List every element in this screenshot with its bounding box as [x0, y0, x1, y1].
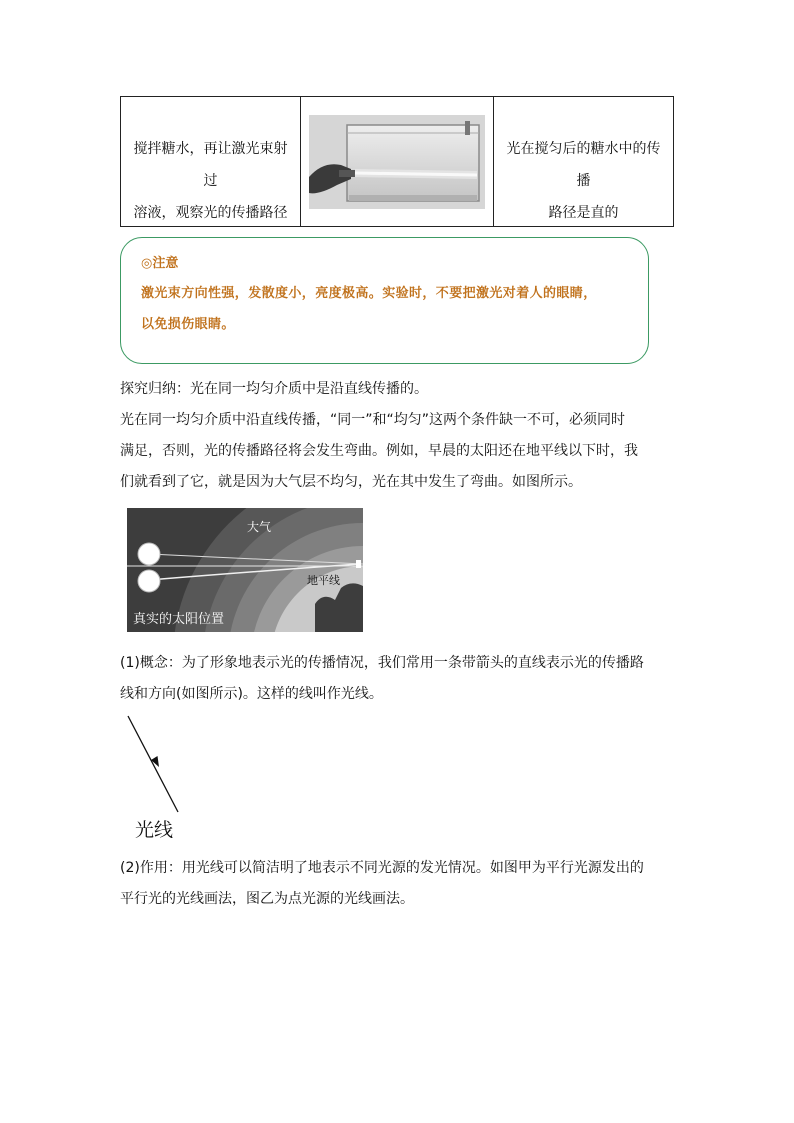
- operation-text: [127, 133, 294, 229]
- operation-line: 溶液，观察光的传播路径: [133, 205, 288, 221]
- refraction-figure: [127, 508, 363, 632]
- light-ray-figure: [120, 710, 190, 820]
- paragraph-line: (2)作用：用光线可以简洁明了地表示不同光源的发光情况。如图甲为平行光源发出的: [120, 860, 644, 876]
- summary-text: 探究归纳：光在同一均匀介质中是沿直线传播的。: [120, 381, 428, 397]
- horizon-label: 地平线: [307, 574, 340, 587]
- experiment-table: [120, 96, 674, 227]
- paragraph-line: (1)概念：为了形象地表示光的传播情况，我们常用一条带箭头的直线表示光的传播路: [120, 655, 644, 671]
- usage-paragraph: [120, 853, 680, 915]
- photo-cell: [301, 97, 494, 226]
- real-sun-label: 真实的太阳位置: [133, 612, 225, 627]
- ray-caption: 光线: [135, 819, 174, 841]
- paragraph-line: 光在同一均匀介质中沿直线传播，“同一”和“均匀”这两个条件缺一不可，必须同时: [120, 412, 626, 428]
- paragraph-line: 平行光的光线画法，图乙为点光源的光线画法。: [120, 891, 414, 907]
- concept-paragraph: [120, 648, 680, 710]
- explanation-paragraph: [120, 405, 680, 498]
- result-line: 路径是直的: [548, 205, 619, 221]
- atmosphere-label: 大气: [247, 520, 272, 534]
- result-text: [500, 133, 667, 229]
- operation-line: 搅拌糖水，再让激光束射过: [133, 141, 288, 189]
- laser-tank-photo: [309, 115, 485, 209]
- paragraph-line: 们就看到了它，就是因为大气层不均匀，光在其中发生了弯曲。如图所示。: [120, 474, 582, 490]
- note-line: 以免损伤眼睛。: [141, 317, 235, 332]
- paragraph-line: 线和方向(如图所示)。这样的线叫作光线。: [120, 686, 383, 702]
- note-body: [141, 278, 641, 340]
- result-line: 光在搅匀后的糖水中的传播: [506, 141, 661, 189]
- paragraph-line: 满足，否则，光的传播路径将会发生弯曲。例如，早晨的太阳还在地平线以下时，我: [120, 443, 638, 459]
- operation-cell: [121, 97, 301, 226]
- caution-note: [120, 237, 649, 364]
- note-line: 激光束方向性强，发散度小，亮度极高。实验时，不要把激光对着人的眼睛，: [141, 286, 597, 301]
- result-cell: [494, 97, 673, 226]
- note-title: ◎注意: [141, 256, 179, 271]
